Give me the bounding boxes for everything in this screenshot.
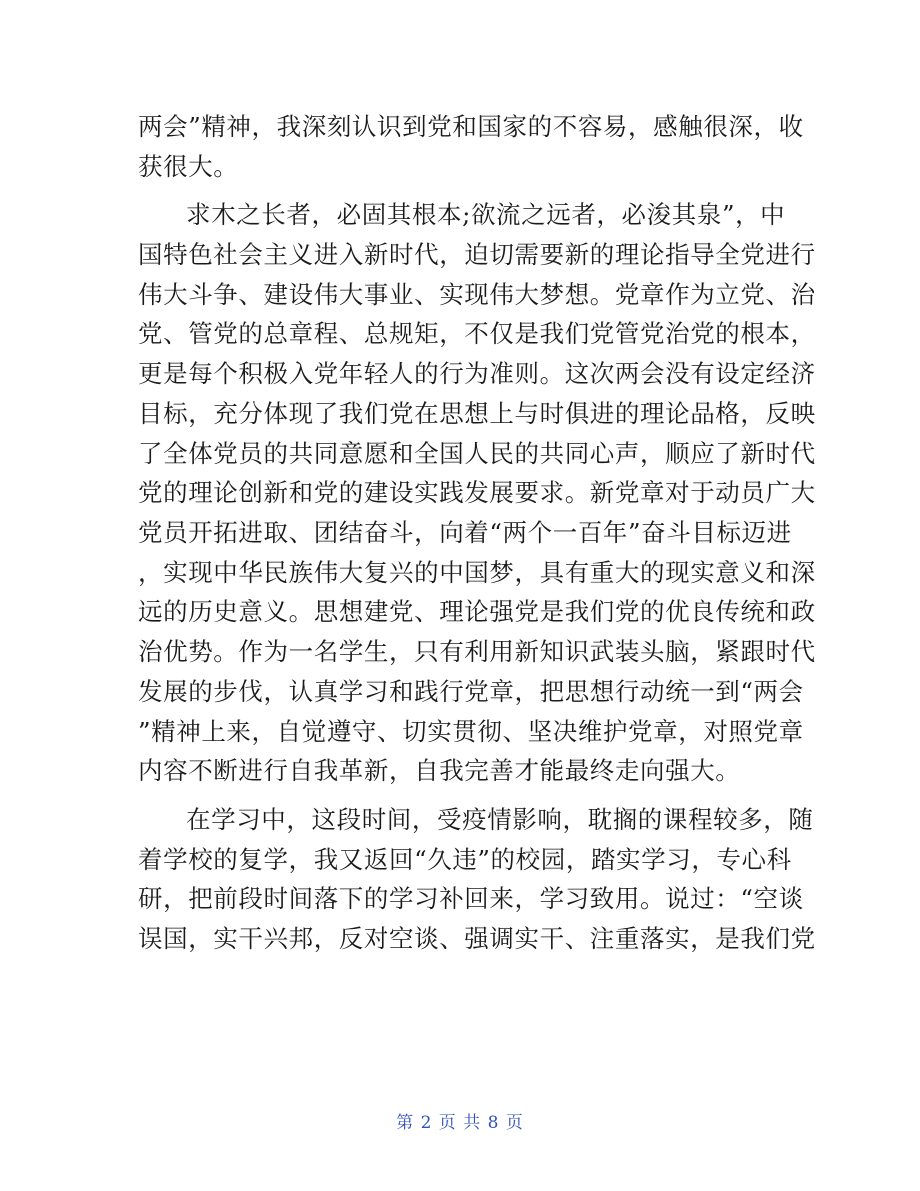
page-footer: 第 2 页 共 8 页 [396,1113,524,1133]
text-line: 着学校的复学，我又返回“久违”的校园，踏实学习，专心科 [138,845,792,874]
text-line: 发展的步伐，认真学习和践行党章，把思想行动统一到“两会 [138,677,804,706]
text-line: ，实现中华民族伟大复兴的中国梦，具有重大的现实意义和深 [138,558,816,587]
text-line: 更是每个积极入党年轻人的行为准则。这次两会没有设定经济 [138,359,816,388]
paragraph-first-line: 求木之长者，必固其根本;欲流之远者，必浚其泉”，中 [186,200,786,229]
text-line: 目标，充分体现了我们党在思想上与时俱进的理论品格，反映 [138,399,816,428]
text-line: 误国，实干兴邦，反对空谈、强调实干、注重落实，是我们党 [138,924,816,953]
text-line: 获很大。 [138,152,239,181]
paragraph-first-line: 在学习中，这段时间，受疫情影响，耽搁的课程较多，随 [186,805,814,834]
text-line: 内容不断进行自我革新，自我完善才能最终走向强大。 [138,756,741,785]
text-line: 党的理论创新和党的建设实践发展要求。新党章对于动员广大 [138,478,816,507]
text-line: 了全体党员的共同意愿和全国人民的共同心声，顺应了新时代 [138,439,816,468]
text-line: 远的历史意义。思想建党、理论强党是我们党的优良传统和政 [138,597,816,626]
text-line: 党员开拓进取、团结奋斗，向着“两个一百年”奋斗目标迈进 [138,518,792,547]
text-line: 党、管党的总章程、总规矩，不仅是我们党管党治党的根本， [138,319,816,348]
text-line: 研，把前段时间落下的学习补回来，学习致用。说过：“空谈 [138,884,804,913]
text-line: ”精神上来，自觉遵守、切实贯彻、坚决维护党章，对照党章 [138,717,804,746]
text-line: 治优势。作为一名学生，只有利用新知识武装头脑，紧跟时代 [138,637,816,666]
text-line: 伟大斗争、建设伟大事业、实现伟大梦想。党章作为立党、治 [138,280,816,309]
text-line: 国特色社会主义进入新时代，迫切需要新的理论指导全党进行 [138,240,816,269]
text-line: 两会”精神，我深刻认识到党和国家的不容易，感触很深，收 [138,112,804,141]
